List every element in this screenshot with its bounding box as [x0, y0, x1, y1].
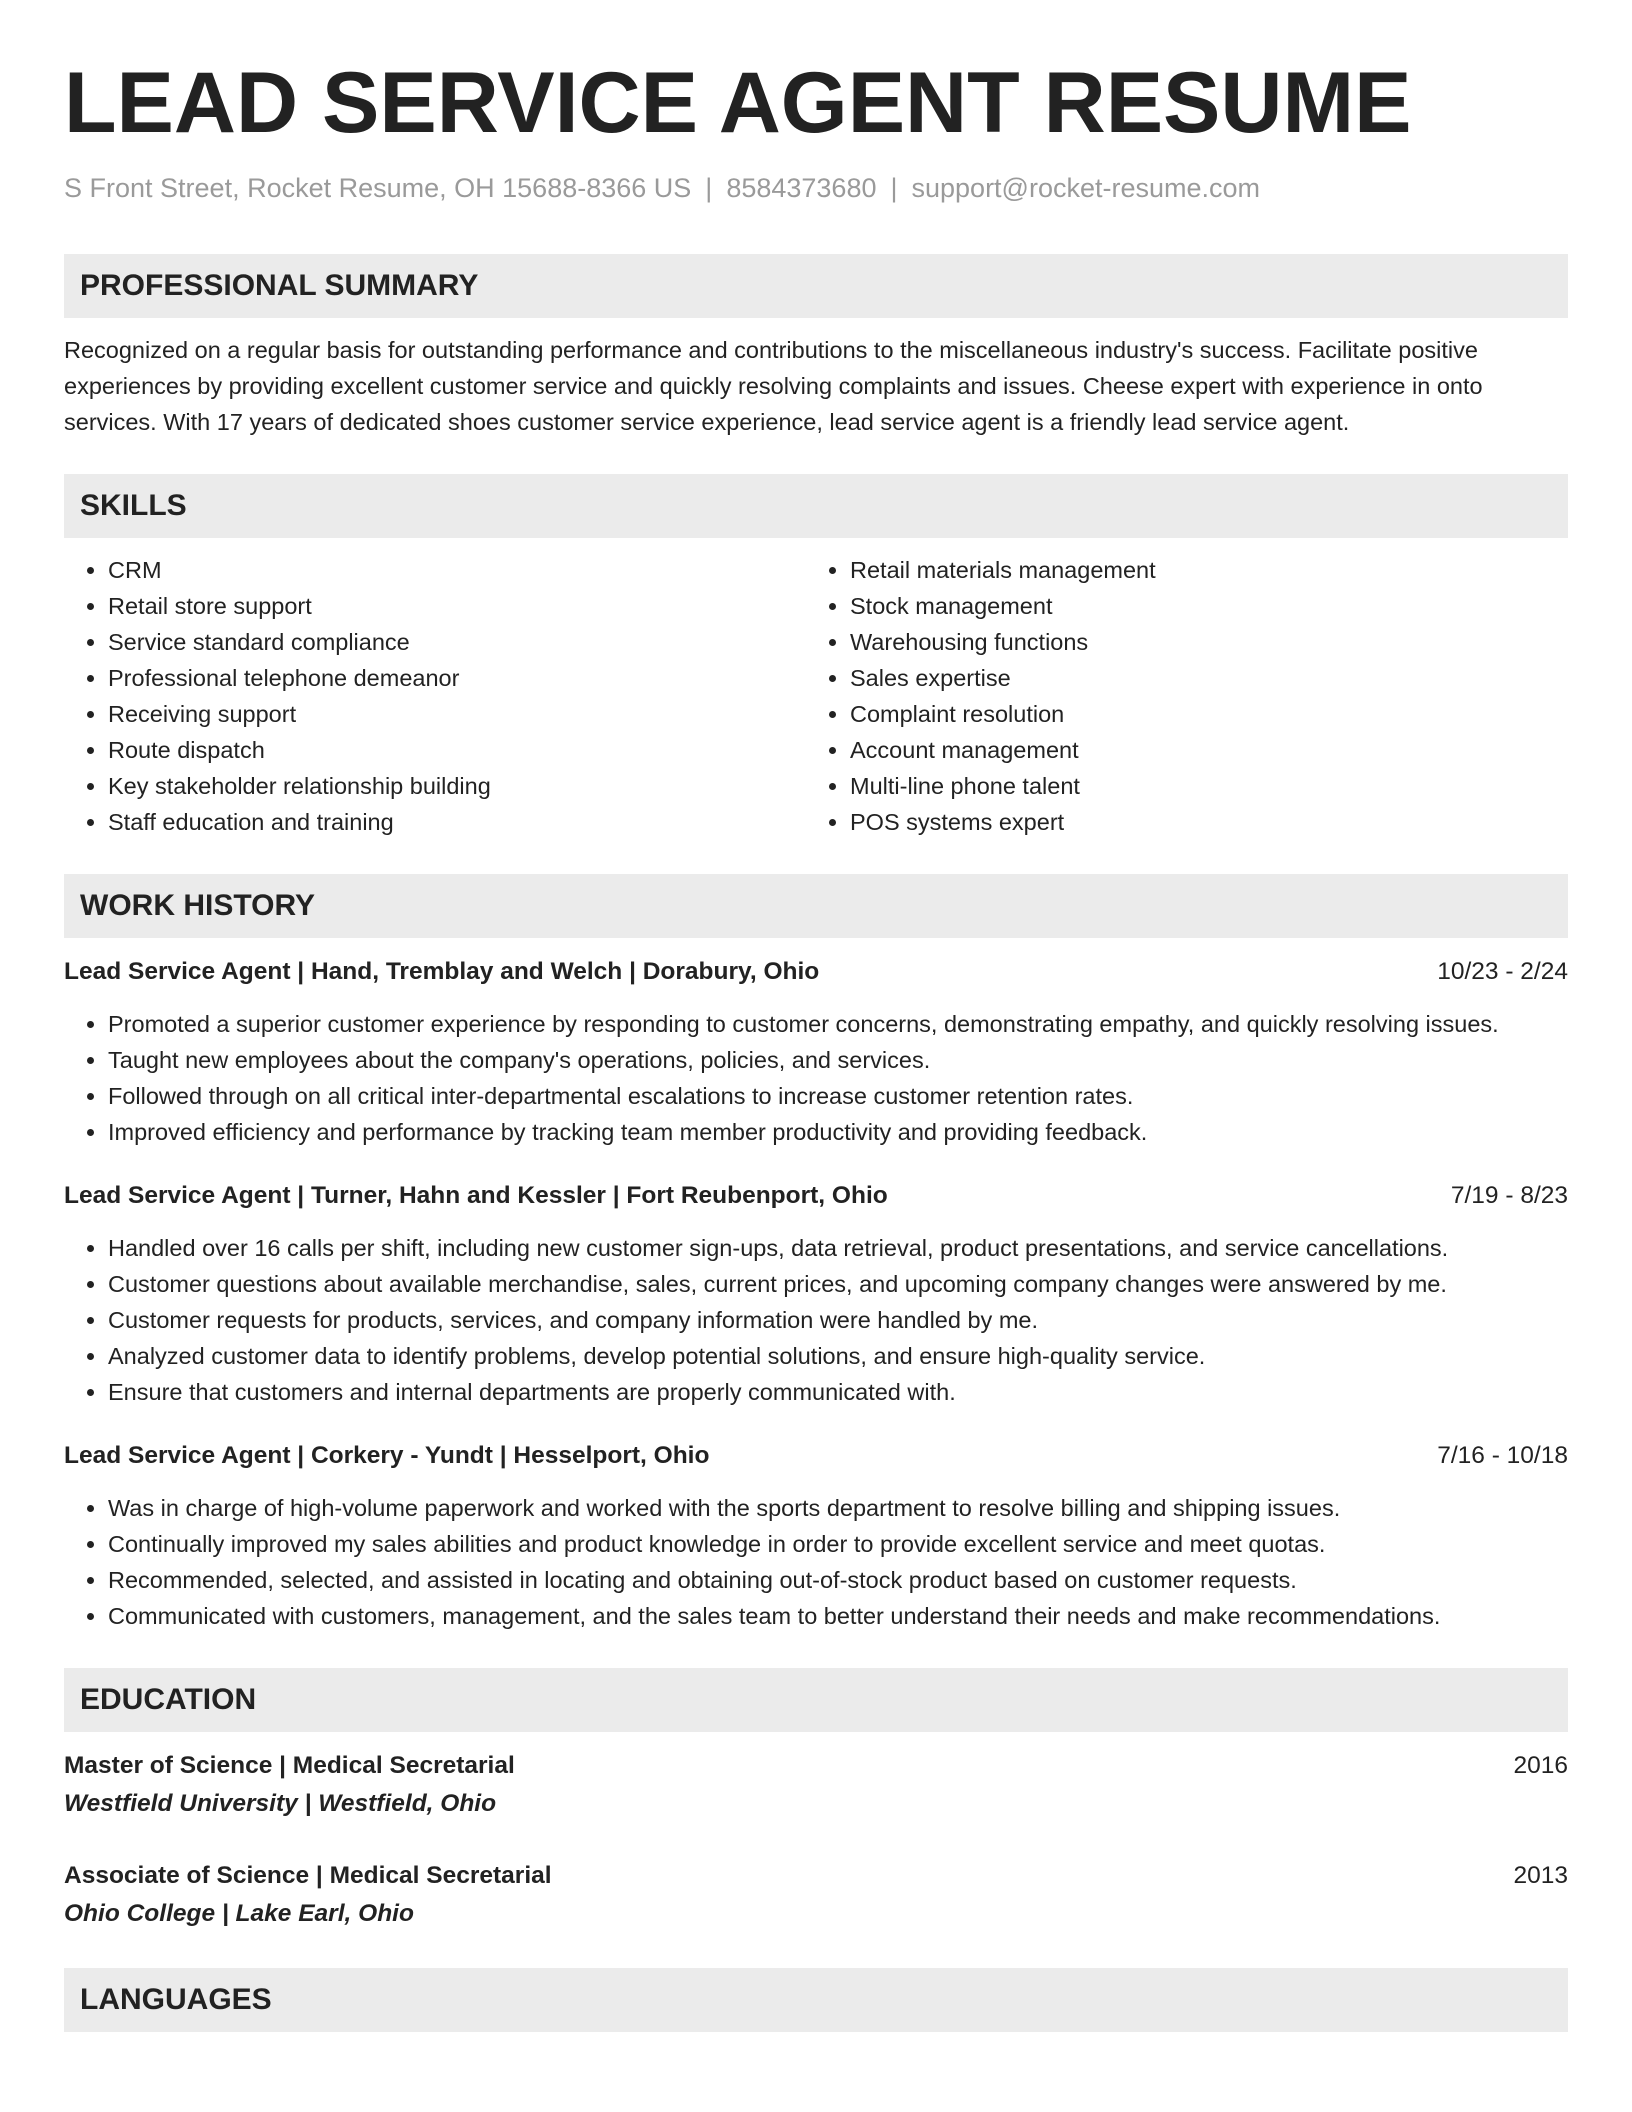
job-bullet: • Handled over 16 calls per shift, including new customer sign-ups, data retrieval, product presentations, and service cancellations. [108, 1230, 1568, 1266]
job-title: Lead Service Agent | Turner, Hahn and Kessler | Fort Reubenport, Ohio [64, 1182, 888, 1209]
job-bullet: • Customer requests for products, services, and company information were handled by me. [108, 1302, 1568, 1338]
job-dates: 10/23 - 2/24 [1437, 958, 1568, 985]
section-heading-summary: PROFESSIONAL SUMMARY [64, 254, 1568, 318]
contact-email: support@rocket-resume.com [911, 173, 1261, 203]
section-heading-languages: LANGUAGES [64, 1968, 1568, 2032]
education-year: 2013 [1513, 1862, 1568, 1889]
job-bullet: • Ensure that customers and internal departments are properly communicated with. [108, 1374, 1568, 1410]
education-entry [64, 1748, 1568, 1824]
skills-list-left [64, 552, 806, 840]
skill-item: • Key stakeholder relationship building [108, 768, 806, 804]
job-bullet: • Taught new employees about the company's operations, policies, and services. [108, 1042, 1568, 1078]
skill-item: • Route dispatch [108, 732, 806, 768]
skill-item: • Service standard compliance [108, 624, 806, 660]
section-heading-work-history: WORK HISTORY [64, 874, 1568, 938]
job-entry [64, 954, 1568, 1150]
education-year: 2016 [1513, 1752, 1568, 1779]
skill-item: • Sales expertise [850, 660, 1548, 696]
job-entry [64, 1178, 1568, 1410]
skill-item: • CRM [108, 552, 806, 588]
section-heading-skills: SKILLS [64, 474, 1568, 538]
resume-title: LEAD SERVICE AGENT RESUME [64, 55, 1412, 151]
job-header [64, 1438, 1568, 1474]
skill-item: • Complaint resolution [850, 696, 1548, 732]
job-bullet: • Was in charge of high-volume paperwork and worked with the sports department to resolve billing and shipping issues. [108, 1490, 1568, 1526]
skills-list-right [806, 552, 1548, 840]
education-header [64, 1748, 1568, 1784]
job-bullets [64, 1006, 1568, 1150]
job-header [64, 954, 1568, 990]
skill-item: • Multi-line phone talent [850, 768, 1548, 804]
job-bullet: • Recommended, selected, and assisted in locating and obtaining out-of-stock product based on customer requests. [108, 1562, 1568, 1598]
skill-item: • Professional telephone demeanor [108, 660, 806, 696]
skill-item: • POS systems expert [850, 804, 1548, 840]
job-bullet: • Analyzed customer data to identify problems, develop potential solutions, and ensure high-quality service. [108, 1338, 1568, 1374]
skill-item: • Retail store support [108, 588, 806, 624]
skill-item: • Staff education and training [108, 804, 806, 840]
job-bullet: • Communicated with customers, management, and the sales team to better understand their needs and make recommendations. [108, 1598, 1568, 1634]
job-bullet: • Followed through on all critical inter-departmental escalations to increase customer retention rates. [108, 1078, 1568, 1114]
job-entry [64, 1438, 1568, 1634]
contact-address: S Front Street, Rocket Resume, OH 15688-8366 US [64, 173, 692, 203]
job-dates: 7/16 - 10/18 [1437, 1442, 1568, 1469]
job-dates: 7/19 - 8/23 [1450, 1182, 1568, 1209]
education-degree: Master of Science | Medical Secretarial [64, 1752, 515, 1779]
job-bullets [64, 1490, 1568, 1634]
skills-columns [64, 552, 1568, 840]
resume-page [64, 0, 1568, 2032]
education-school: Ohio College | Lake Earl, Ohio [64, 1900, 414, 1927]
contact-separator: | [705, 173, 713, 203]
skill-item: • Receiving support [108, 696, 806, 732]
skill-item: • Account management [850, 732, 1548, 768]
job-header [64, 1178, 1568, 1214]
summary-text: Recognized on a regular basis for outstanding performance and contributions to the miscellaneous industry's success. Facilitate positive experiences by providing excellent customer service and quickly resolving complaints and issues. Cheese expert with experience in onto services. With 17 years of dedicated shoes customer service experience, lead service agent is a friendly lead service agent. [64, 337, 1483, 435]
job-bullet: • Promoted a superior customer experience by responding to customer concerns, demonstrating empathy, and quickly resolving issues. [108, 1006, 1568, 1042]
education-entry [64, 1858, 1568, 1934]
job-title: Lead Service Agent | Hand, Tremblay and Welch | Dorabury, Ohio [64, 958, 820, 985]
job-bullet: • Continually improved my sales abilities and product knowledge in order to provide excellent service and meet quotas. [108, 1526, 1568, 1562]
job-bullet: • Customer questions about available merchandise, sales, current prices, and upcoming company changes were answered by me. [108, 1266, 1568, 1302]
job-title: Lead Service Agent | Corkery - Yundt | Hesselport, Ohio [64, 1442, 710, 1469]
contact-separator: | [890, 173, 898, 203]
skill-item: • Warehousing functions [850, 624, 1548, 660]
contact-line [64, 170, 1568, 206]
contact-phone: 8584373680 [726, 173, 877, 203]
job-bullets [64, 1230, 1568, 1410]
job-bullet: • Improved efficiency and performance by tracking team member productivity and providing feedback. [108, 1114, 1568, 1150]
education-degree: Associate of Science | Medical Secretarial [64, 1862, 552, 1889]
section-heading-education: EDUCATION [64, 1668, 1568, 1732]
skill-item: • Stock management [850, 588, 1548, 624]
education-school: Westfield University | Westfield, Ohio [64, 1790, 497, 1817]
skill-item: • Retail materials management [850, 552, 1548, 588]
education-header [64, 1858, 1568, 1894]
